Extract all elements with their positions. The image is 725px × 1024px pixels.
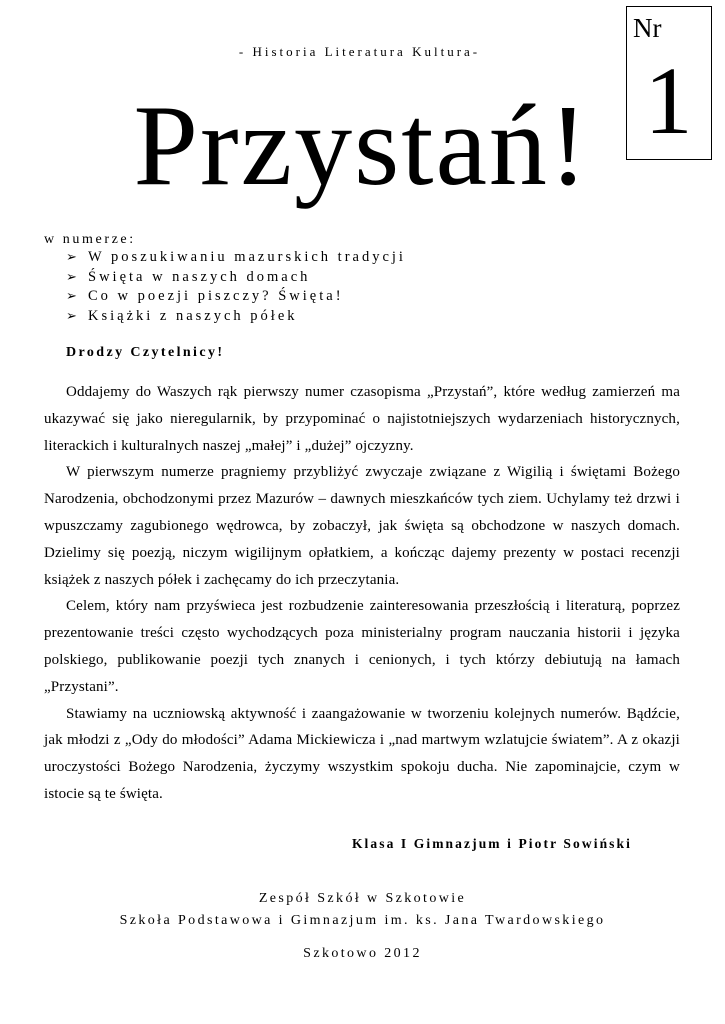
contents-item (66, 307, 406, 327)
contents-item-text: Święta w naszych domach (88, 268, 311, 285)
contents-list (66, 248, 406, 326)
contents-item-text: Co w poezji piszczy? Święta! (88, 288, 344, 305)
contents-item-text: W poszukiwaniu mazurskich tradycji (88, 249, 406, 265)
issue-label: Nr (633, 13, 662, 43)
letter-paragraph: W pierwszym numerze pragniemy przybliżyć zwyczaje związane z Wigilią i świętami Bożego Narodzenia, obchodzonymi przez Mazurów – dawnych mieszkańców tych ziem. Uchylamy też drzwi i wpuszczamy zagubionego wędrowca, by zobaczył, jak święta są obchodzone w naszych domach. Dzielimy się poezją, niczym wigilijnym opłatkiem, a kończąc dajemy prezenty w postaci recenzji książek z naszych półek i zachęcamy do ich przeczytania. (44, 464, 680, 588)
school-line-1: Zespół Szkół w Szkotowie (258, 891, 467, 906)
school-name (0, 888, 725, 932)
contents-label: w numerze: (44, 232, 136, 247)
contents-item-text: Książki z naszych półek (88, 307, 298, 324)
letter-paragraph: Oddajemy do Waszych rąk pierwszy numer czasopisma „Przystań”, które według zamierzeń ma ukazywać się jako nieregularnik, by przypominać o najistotniejszych wydarzeniach historycznych, literackich i kulturalnych naszej „małej” i „dużej” ojczyzny. (44, 384, 680, 454)
contents-item (66, 287, 406, 307)
school-line-2: Szkoła Podstawowa i Gimnazjum im. ks. Jana Twardowskiego (119, 913, 606, 928)
issue-number: 1 (644, 47, 693, 154)
letter-body (44, 379, 680, 808)
letter-signature: Klasa I Gimnazjum i Piotr Sowiński (351, 836, 632, 851)
letter-paragraph: Stawiamy na uczniowską aktywność i zaangażowanie w tworzeniu kolejnych numerów. Bądźcie, jak młodzi z „Ody do młodości” Adama Mickiewicza i „nad martwym wzlatujcie światem”. A z okazji uroczystości Bożego Narodzenia, życzymy wszystkim spokoju ducha. Nie zapominajcie, czym w istocie są te święta. (44, 705, 680, 802)
place-year: Szkotowo 2012 (303, 946, 422, 961)
letter-paragraph: Celem, który nam przyświeca jest rozbudzenie zainteresowania przeszłością i literaturą, poprzez prezentowanie treści często wychodzących poza ministerialny program nauczania historii i języka polskiego, publikowanie poezji tych znanych i cenionych, i tych którzy debiutują na łamach „Przystani”. (44, 598, 680, 695)
arrowhead-bullet-icon: ➢ (66, 269, 77, 285)
arrowhead-bullet-icon: ➢ (66, 289, 77, 305)
contents-item (66, 248, 406, 268)
masthead-title: Przystań! (133, 82, 590, 210)
arrowhead-bullet-icon: ➢ (66, 250, 77, 265)
letter-greeting: Drodzy Czytelnicy! (66, 345, 225, 360)
contents-item (66, 268, 406, 288)
issue-number-box (626, 6, 712, 160)
arrowhead-bullet-icon: ➢ (66, 308, 77, 324)
header-subtitle: - Historia Literatura Kultura- (238, 44, 481, 59)
